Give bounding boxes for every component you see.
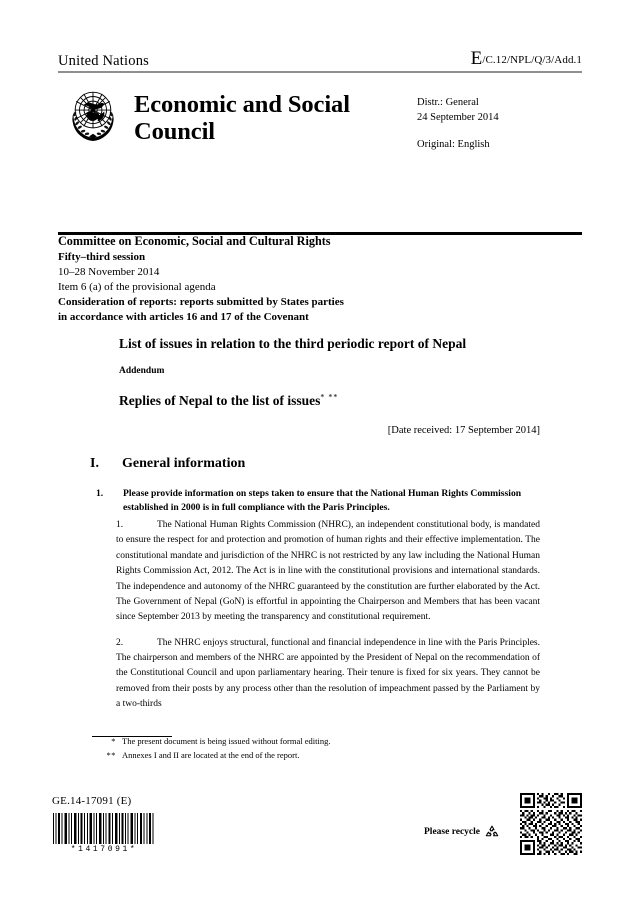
- question-text: Please provide information on steps taken to ensure that the National Human Rights Commission established in 2000 is in full compliance with the Paris Principles.: [123, 488, 522, 514]
- masthead-top-row: [58, 46, 582, 68]
- addendum-label: Addendum: [119, 366, 165, 376]
- document-symbol-rest: /C.12/NPL/Q/3/Add.1: [482, 54, 582, 66]
- original-language: Original: English: [417, 139, 490, 151]
- masthead-body-row: [58, 81, 582, 153]
- recycle-label: Please recycle: [424, 827, 480, 837]
- footnote-marker: **: [106, 749, 116, 760]
- distribution-block: [417, 81, 582, 153]
- committee-consideration-line-2: in accordance with articles 16 and 17 of the Covenant: [58, 310, 309, 323]
- distribution-date: 24 September 2014: [417, 112, 499, 124]
- document-symbol: [471, 49, 582, 68]
- date-received: [Date received: 17 September 2014]: [387, 425, 540, 436]
- recycle-notice: [424, 824, 500, 840]
- section-number: I.: [90, 456, 99, 471]
- question-item: [96, 487, 544, 516]
- barcode-value: *1417091*: [70, 845, 138, 854]
- question-number: 1.: [96, 488, 104, 499]
- footnote-text: The present document is being issued without formal editing.: [122, 736, 331, 746]
- committee-agenda-item: Item 6 (a) of the provisional agenda: [58, 280, 216, 293]
- committee-name: Committee on Economic, Social and Cultural Rights: [58, 234, 331, 248]
- recycle-icon: [484, 824, 500, 840]
- paragraph-text: The NHRC enjoys structural, functional and financial independence in line with the Paris Principles. The chairperson and members of the NHRC are appointed by the President of Nepal on the recommendation of the Constitutional Council and upon parliamentary hearing. Their tenure is fixed for six years. They cannot be removed from their posts by any process other than the resolution of impeachment passed by the Parliament by a two-thirds: [116, 637, 540, 710]
- paragraph: [116, 636, 540, 713]
- body-text: [116, 518, 540, 723]
- paragraph: [116, 518, 540, 626]
- section-heading: [90, 456, 582, 473]
- committee-block: [58, 234, 582, 325]
- footnote-marker: *: [111, 736, 116, 746]
- paragraph-number: 2.: [116, 637, 124, 648]
- section-title: General information: [122, 456, 246, 471]
- masthead-divider: [58, 71, 582, 73]
- document-symbol-prefix: E: [470, 48, 483, 69]
- replies-footnote-marks: * **: [320, 392, 339, 402]
- committee-dates: 10–28 November 2014: [58, 265, 160, 278]
- barcode-bars-icon: [52, 813, 156, 844]
- paragraph-text: The National Human Rights Commission (NHRC), an independent constitutional body, is mandated to ensure the respect for and protection and promotion of human rights and their effective implementation. The constitutional mandate and jurisdiction of the NHRC is not restricted by any law including the National Human Rights Commission Act, 2012. The Act is in line with the constitutional provisions and international standards. The independence and autonomy of the NHRC guaranteed by the constitution are further elaborated by the Act. The Government of Nepal (GoN) is effortful in appointing the Chairperson and Members that has been vacant since September 2013 by meeting the transparency and constitutional requirement.: [116, 520, 540, 623]
- footnote-text: Annexes I and II are located at the end of the report.: [122, 749, 300, 760]
- distribution-label: Distr.: General: [417, 97, 479, 108]
- masthead: [58, 46, 582, 153]
- replies-title: [119, 392, 582, 410]
- organization-name: United Nations: [58, 52, 149, 69]
- replies-title-text: Replies of Nepal to the list of issues: [119, 393, 321, 408]
- un-emblem-icon: [60, 81, 126, 147]
- committee-session: Fifty–third session: [58, 250, 146, 263]
- job-number: GE.14-17091 (E): [52, 795, 132, 807]
- qr-code: [520, 793, 582, 855]
- paragraph-number: 1.: [116, 520, 124, 530]
- barcode: [52, 813, 156, 854]
- footnote-item: [92, 749, 542, 763]
- committee-consideration-line-1: Consideration of reports: reports submitted by States parties: [58, 295, 344, 308]
- meta-spacer: [417, 125, 582, 137]
- council-title: Economic and Social Council: [134, 91, 350, 145]
- page-title: List of issues in relation to the third periodic report of Nepal: [119, 336, 467, 351]
- footnotes-block: [92, 735, 542, 763]
- footnote-item: [92, 735, 542, 749]
